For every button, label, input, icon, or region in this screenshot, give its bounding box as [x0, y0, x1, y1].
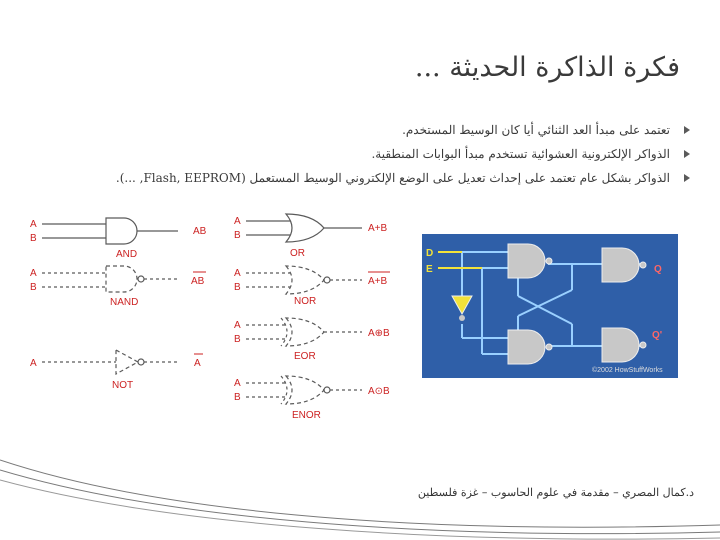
bullet-arrow-icon: [684, 174, 690, 182]
gate-input-b: B: [234, 230, 241, 241]
gate-output: A+B: [368, 276, 388, 287]
logic-gates-figure: [28, 204, 406, 421]
nor-gate: [234, 266, 390, 307]
gate-input-b: B: [234, 392, 241, 403]
gate-output: AB: [193, 226, 207, 237]
latch-output-q: Q: [654, 264, 662, 275]
latch-output-qbar: Q': [652, 330, 663, 341]
latch-copyright: ©2002 HowStuffWorks: [592, 367, 663, 374]
gate-input-b: B: [30, 233, 37, 244]
bullet-item: [90, 142, 690, 166]
gate-input-a: A: [30, 358, 37, 369]
bullet-arrow-icon: [684, 126, 690, 134]
gate-name: EOR: [294, 351, 316, 362]
bullet-text: الذواكر الإلكترونية العشوائية تستخدم مبدأ البوابات المنطقية.: [371, 147, 670, 161]
bullet-text: الذواكر بشكل عام تعتمد على إحداث تعديل على الوضع الإلكتروني الوسيط المستعمل (Flash, EEPROM, ...).: [115, 171, 670, 185]
gate-name: OR: [290, 248, 305, 259]
gate-output: A+B: [368, 223, 388, 234]
not-gate: [30, 350, 203, 391]
gate-input-a: A: [30, 219, 37, 230]
bullet-text: تعتمد على مبدأ العد الثنائي أيا كان الوسيط المستخدم.: [402, 123, 670, 137]
gate-output: A⊙B: [368, 386, 390, 397]
gate-input-a: A: [234, 378, 241, 389]
d-latch-diagram: [422, 234, 678, 378]
or-gate: [234, 214, 388, 259]
gate-name: NOT: [112, 380, 134, 391]
gate-input-a: A: [234, 268, 241, 279]
gate-input-b: B: [234, 282, 241, 293]
gate-name: ENOR: [292, 410, 321, 421]
bullet-item: [90, 166, 690, 190]
and-gate: [30, 218, 207, 260]
gate-input-a: A: [30, 268, 37, 279]
logic-gates-diagram: [28, 204, 406, 421]
gate-output: A: [194, 358, 201, 369]
gate-input-a: A: [234, 320, 241, 331]
enor-gate: [234, 376, 390, 421]
bullet-arrow-icon: [684, 150, 690, 158]
gate-input-b: B: [234, 334, 241, 345]
bullet-list: [90, 118, 690, 190]
nand-gate: [30, 266, 206, 308]
gate-output: A⊕B: [368, 328, 390, 339]
eor-gate: [234, 318, 390, 362]
slide-footer: د.كمال المصري – مقدمة في علوم الحاسوب – غزة فلسطين: [417, 486, 694, 499]
gate-input-a: A: [234, 216, 241, 227]
bullet-item: [90, 118, 690, 142]
gate-name: NAND: [110, 297, 139, 308]
gate-name: NOR: [294, 296, 317, 307]
gate-input-b: B: [30, 282, 37, 293]
latch-input-d: D: [426, 248, 434, 259]
gate-output: AB: [191, 276, 205, 287]
slide-title: فكرة الذاكرة الحديثة ...: [414, 52, 680, 83]
d-latch-figure: [422, 234, 678, 378]
gate-name: AND: [116, 249, 138, 260]
latch-input-e: E: [426, 264, 433, 275]
